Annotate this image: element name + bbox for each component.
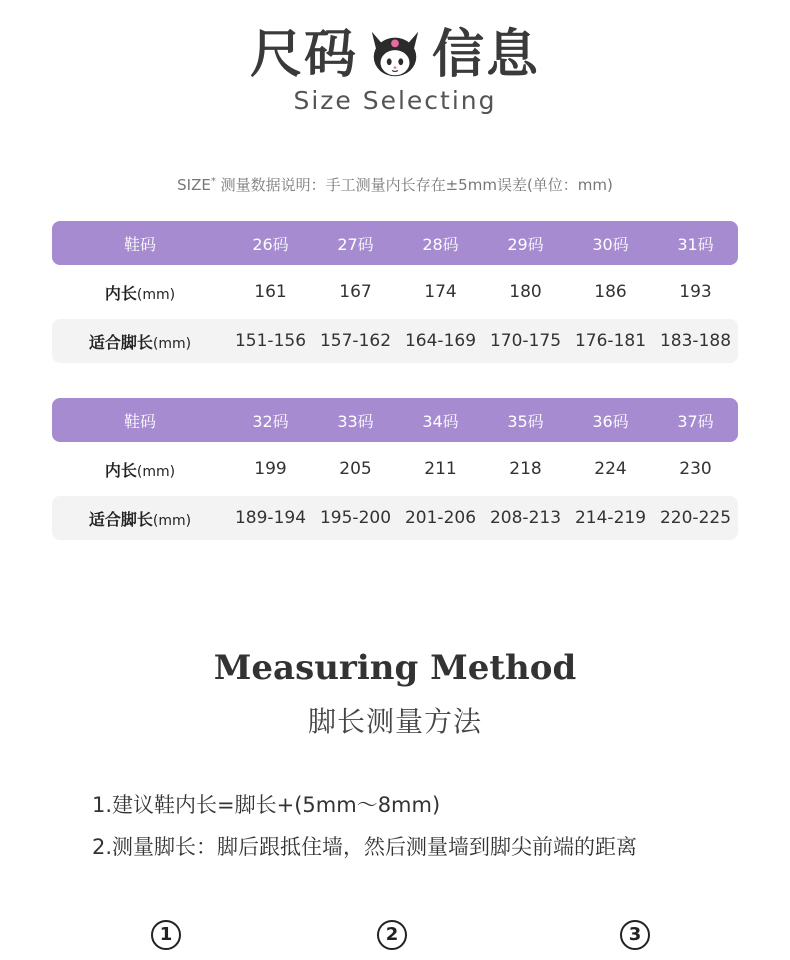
foot-length-cell: 170-175 xyxy=(489,331,562,351)
note-asterisk: * xyxy=(210,176,216,187)
size-cell: 36码 xyxy=(592,411,629,431)
foot-length-cell: 183-188 xyxy=(659,331,732,351)
foot-length-cell: 201-206 xyxy=(404,508,477,528)
step-number-2: 2 xyxy=(377,920,407,950)
size-cell: 37码 xyxy=(677,411,714,431)
size-cell: 26码 xyxy=(252,234,289,254)
table-header-row xyxy=(52,398,738,442)
size-cell: 33码 xyxy=(337,411,374,431)
inner-length-cell: 224 xyxy=(594,459,627,479)
size-cell: 34码 xyxy=(422,411,459,431)
measurement-note xyxy=(0,174,790,195)
page-subtitle: Size Selecting xyxy=(293,86,497,115)
foot-length-cell: 189-194 xyxy=(234,508,307,528)
inner-length-cell: 199 xyxy=(254,459,287,479)
inner-length-row xyxy=(52,265,738,319)
title-part2: 信息 xyxy=(432,25,541,85)
foot-length-cell: 176-181 xyxy=(574,331,647,351)
inner-length-cell: 174 xyxy=(424,282,457,302)
inner-length-cell: 193 xyxy=(679,282,712,302)
foot-length-label: 适合脚长(mm) xyxy=(88,332,192,352)
foot-length-label: 适合脚长(mm) xyxy=(88,509,192,529)
page-title xyxy=(0,22,790,88)
step-number-3: 3 xyxy=(620,920,650,950)
size-table-2 xyxy=(52,398,738,540)
method-title: Measuring Method xyxy=(213,648,577,688)
foot-length-row xyxy=(52,319,738,363)
foot-length-cell: 151-156 xyxy=(234,331,307,351)
size-cell: 28码 xyxy=(422,234,459,254)
foot-length-cell: 157-162 xyxy=(319,331,392,351)
foot-length-cell: 164-169 xyxy=(404,331,477,351)
inner-length-row xyxy=(52,442,738,496)
inner-length-cell: 161 xyxy=(254,282,287,302)
foot-length-cell: 208-213 xyxy=(489,508,562,528)
size-cell: 29码 xyxy=(507,234,544,254)
size-cell: 31码 xyxy=(677,234,714,254)
note-text: 测量数据说明：手工测量内长存在±5mm误差(单位：mm) xyxy=(220,176,613,194)
header-label: 鞋码 xyxy=(123,411,156,431)
step-number-1: 1 xyxy=(151,920,181,950)
inner-length-cell: 180 xyxy=(509,282,542,302)
instruction-1: 1.建议鞋内长=脚长+(5mm～8mm) xyxy=(92,793,441,817)
size-cell: 30码 xyxy=(592,234,629,254)
instruction-2: 2.测量脚长：脚后跟抵住墙，然后测量墙到脚尖前端的距离 xyxy=(92,835,638,859)
inner-length-cell: 218 xyxy=(509,459,542,479)
inner-length-cell: 167 xyxy=(339,282,372,302)
table-header-row xyxy=(52,221,738,265)
note-size-word: SIZE xyxy=(177,176,211,194)
foot-length-row xyxy=(52,496,738,540)
inner-length-label: 内长(mm) xyxy=(104,460,176,480)
inner-length-cell: 230 xyxy=(679,459,712,479)
size-cell: 32码 xyxy=(252,411,289,431)
size-cell: 27码 xyxy=(337,234,374,254)
inner-length-cell: 211 xyxy=(424,459,457,479)
title-part1: 尺码 xyxy=(249,25,358,85)
foot-length-cell: 195-200 xyxy=(319,508,392,528)
method-subtitle: 脚长测量方法 xyxy=(307,705,482,738)
kuromi-icon xyxy=(366,26,424,84)
inner-length-label: 内长(mm) xyxy=(104,283,176,303)
foot-length-cell: 220-225 xyxy=(659,508,732,528)
foot-length-cell: 214-219 xyxy=(574,508,647,528)
inner-length-cell: 186 xyxy=(594,282,627,302)
header-label: 鞋码 xyxy=(123,234,156,254)
inner-length-cell: 205 xyxy=(339,459,372,479)
size-table-1 xyxy=(52,221,738,363)
size-cell: 35码 xyxy=(507,411,544,431)
